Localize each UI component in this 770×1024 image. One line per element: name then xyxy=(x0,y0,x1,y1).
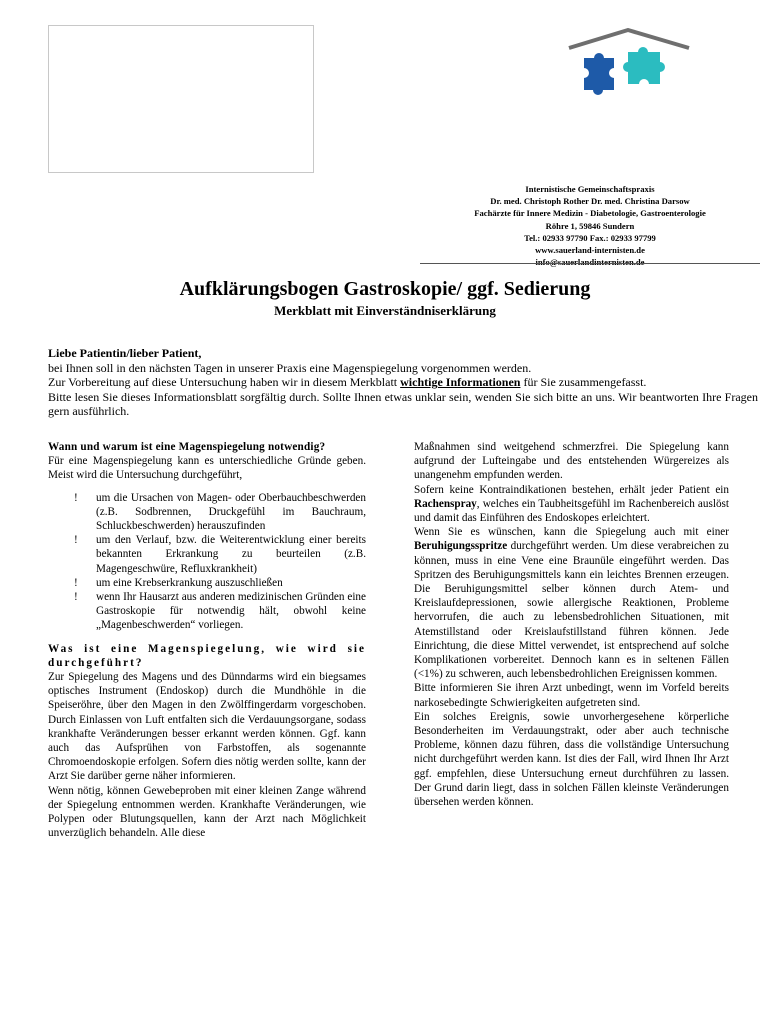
roof-icon xyxy=(569,30,689,48)
paragraph-throat-spray xyxy=(414,483,729,526)
list-item-text: wenn Ihr Hausarzt aus anderen medizinischen Gründen eine Gastroskopie für notwendig hält, obwohl keine „Magenbeschwerden“ vorliegen. xyxy=(96,591,366,632)
puzzle-house-logo xyxy=(566,28,692,100)
intro-line-2-end: für Sie zusammengefasst. xyxy=(520,375,647,390)
teal-puzzle-piece-icon xyxy=(623,47,665,84)
doctor-names: Dr. med. Christoph Rother Dr. med. Christina Darsow xyxy=(490,196,690,207)
phone-fax: Tel.: 02933 97790 Fax.: 02933 97799 xyxy=(524,232,656,243)
sedation-text-end: durchgeführt werden. Um diese verabreichen zu können, muss in eine Vene eine Braunüle eingeführt werden. Das Spritzen des Beruhigungsmittels kann ein leichtes Brennen erzeugen. Die Beruhigungsmittel selber können durch Atem- und Kreislaufdepressionen, sowie allergische Reaktionen, Probleme hervorrufen, die auch zu lebensbedrohlichen Situationen, mit Atemstillstand oder Kreislaufstillstand führen können. Jede Einrichtung, die diese Mittel verwendet, ist entsprechend auf solche Komplikationen vorbereitet. Dennoch kann es in seltenen Fällen (<1%) zu schweren, auch lebensbedrohlichen Ereignissen kommen. xyxy=(414,540,729,681)
paragraph-procedure: Zur Spiegelung des Magens und des Dünndarms wird ein biegsames optisches Instrument (Endoskop) durch die Mundhöhle in die Speiseröhre, über den Magen in den Zwölffingerdarm vorgeschoben. Durch Einlassen von Luft entfalten sich die Verdauungsorgane, sodass krankhafte Veränderungen besser erkannt werden können. Ggf. kann auch das Aufsprühen von Farbstoffen, als sogenannte Chromoendoskopie erfolgen. Sofern dies nötig werden sollte, kann der Arzt Sie darüber gerne näher informieren. xyxy=(48,671,366,783)
specialty: Fachärzte für Innere Medizin - Diabetologie, Gastroenterologie xyxy=(474,208,706,219)
exclamation-bullet-icon: ! xyxy=(74,576,78,589)
list-item xyxy=(48,491,366,534)
paragraph-reasons: Für eine Magenspiegelung kann es unterschiedliche Gründe geben. Meist wird die Untersuchung durchgeführt, xyxy=(48,455,366,482)
paragraph-biopsy: Wenn nötig, können Gewebeproben mit einer kleinen Zange während der Spiegelung entnommen werden. Krankhafte Veränderungen, wie Polypen oder Blutungsquellen, kann der Arzt nach Möglichkeit unverzüglich behandeln. Alle diese xyxy=(48,784,366,840)
heading-when-why: Wann und warum ist eine Magenspiegelung notwendig? xyxy=(48,441,326,453)
paragraph-sedation xyxy=(414,525,729,681)
paragraph-painless: Maßnahmen sind weitgehend schmerzfrei. Die Spiegelung kann aufgrund der Lufteingabe und des entstehenden Würgereizes als unangenehm empfunden werden. xyxy=(414,441,729,482)
exclamation-bullet-icon: ! xyxy=(74,591,78,604)
blue-puzzle-piece-icon xyxy=(584,53,614,95)
header-divider xyxy=(420,263,760,264)
important-info-highlight: wichtige Informationen xyxy=(400,375,521,390)
intro-line-2 xyxy=(48,375,758,390)
exclamation-bullet-icon: ! xyxy=(74,491,78,504)
throat-spray-text-end: , welches ein Taubheitsgefühl im Rachenbereich auslöst und damit das Einführen des Endoskopes erleichtert. xyxy=(414,497,729,525)
document-subtitle: Merkblatt mit Einverständniserklärung xyxy=(274,303,496,318)
intro-line-2-text: Zur Vorbereitung auf diese Untersuchung haben wir in diesem Merkblatt xyxy=(48,375,401,390)
greeting: Liebe Patientin/lieber Patient, xyxy=(48,346,202,360)
list-item-text: um eine Krebserkrankung auszuschließen xyxy=(96,576,283,589)
address-label-box xyxy=(48,25,314,173)
throat-spray-text: Sofern keine Kontraindikationen bestehen, erhält jeder Patient ein xyxy=(414,483,729,496)
practice-name: Internistische Gemeinschaftspraxis xyxy=(525,184,655,194)
sedation-text: Wenn Sie es wünschen, kann die Spiegelung auch mit einer xyxy=(414,526,729,539)
document-title: Aufklärungsbogen Gastroskopie/ ggf. Sedierung xyxy=(179,278,591,300)
list-item xyxy=(48,533,366,576)
heading-what-is: Was ist eine Magenspiegelung, wie wird sie durchgeführt? xyxy=(48,642,366,669)
list-item xyxy=(48,576,366,590)
paragraph-incomplete-exam: Ein solches Ereignis, sowie unvorhergesehene körperliche Besonderheiten im Verdauungstrakt, oder aber auch technische Probleme, können dazu führen, dass die vollständige Untersuchung nicht durchgeführt werden kann. Ist dies der Fall, wird Ihnen Ihr Arzt ggf. empfehlen, diese Untersuchung erneut durchführen zu lassen. Der Grund darin liegt, dass in solchen Fällen kleinste Veränderungen übersehen werden können. xyxy=(414,710,729,809)
exclamation-bullet-icon: ! xyxy=(74,534,78,547)
website-link[interactable]: www.sauerland-internisten.de xyxy=(535,245,645,256)
throat-spray-term: Rachenspray xyxy=(414,497,477,510)
list-item-text: um den Verlauf, bzw. die Weiterentwicklung einer bereits bekannten Erkrankung zu beurteilen (z.B. Magengeschwüre, Refluxkrankheit) xyxy=(96,534,366,575)
practice-letterhead xyxy=(420,183,760,268)
paragraph-inform-doctor: Bitte informieren Sie ihren Arzt unbedingt, wenn im Vorfeld bereits narkosebedingte Schwierigkeiten aufgetreten sind. xyxy=(414,682,729,709)
street-address: Röhre 1, 59846 Sundern xyxy=(545,220,635,231)
intro-line-1: bei Ihnen soll in den nächsten Tagen in unserer Praxis eine Magenspiegelung vorgenommen werden. xyxy=(48,360,532,375)
intro-line-3: Bitte lesen Sie dieses Informationsblatt sorgfältig durch. Sollte Ihnen etwas unklar sein, wenden Sie sich bitte an uns. Wir beantworten Ihre Fragen gern ausführlich. xyxy=(48,389,758,419)
right-column xyxy=(414,440,729,809)
email-link[interactable]: info@sauerlandinternisten.de xyxy=(535,257,645,268)
sedation-term: Beruhigungsspritze xyxy=(414,540,508,553)
reasons-list xyxy=(48,491,366,633)
left-column xyxy=(48,440,366,840)
list-item-text: um die Ursachen von Magen- oder Oberbauchbeschwerden (z.B. Sodbrennen, Druckgefühl im Bauchraum, Schluckbeschwerden) herauszufinden xyxy=(96,491,366,533)
intro-section xyxy=(48,346,758,419)
list-item xyxy=(48,590,366,633)
